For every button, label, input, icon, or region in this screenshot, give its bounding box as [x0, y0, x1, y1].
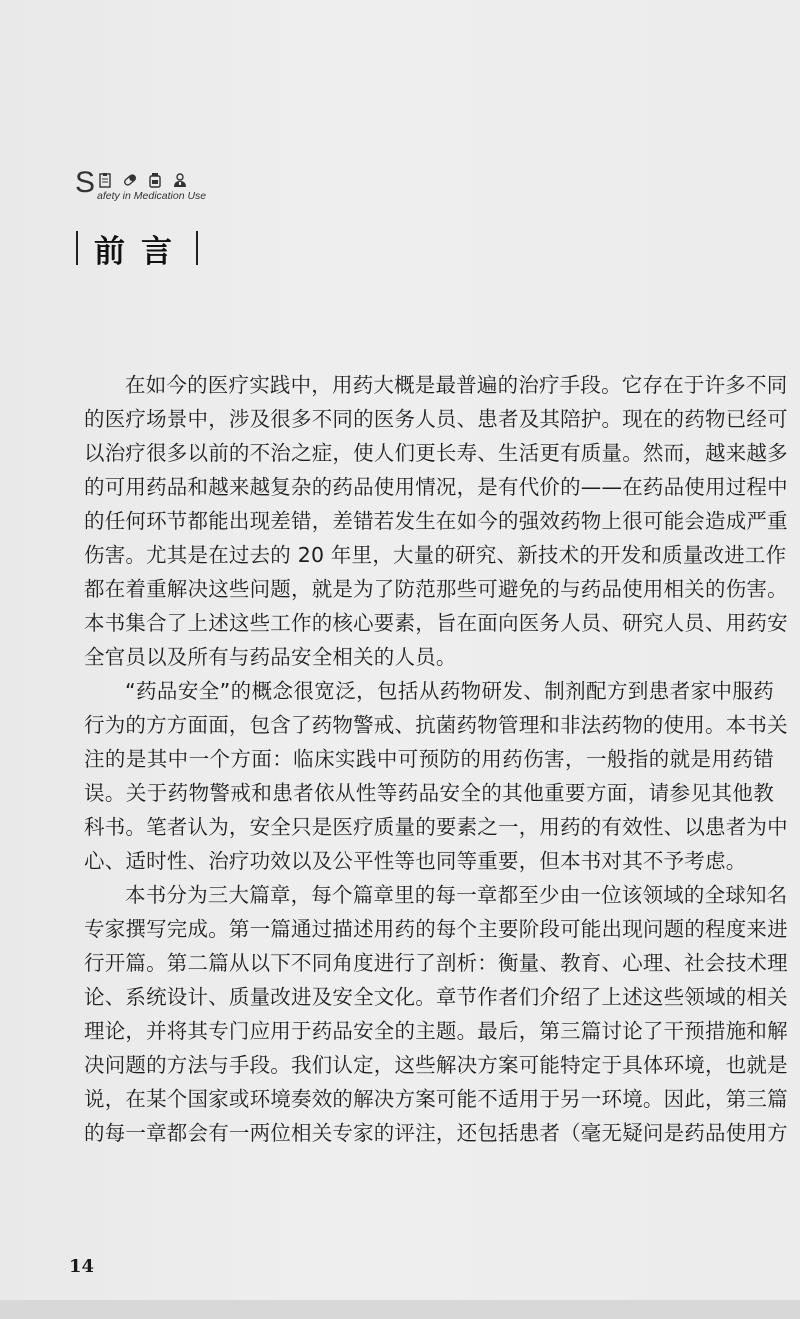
text-line: 误。关于药物警戒和患者依从性等药品安全的其他重要方面，请参见其他教	[84, 781, 774, 805]
text-line: 专家撰写完成。第一篇通过描述用药的每个主要阶段可能出现问题的程度来进	[84, 917, 788, 941]
text-line: 注的是其中一个方面：临床实践中可预防的用药伤害，一般指的就是用药错	[84, 747, 774, 771]
text-line: 以治疗很多以前的不治之症，使人们更长寿、生活更有质量。然而，越来越多	[84, 441, 788, 465]
clipboard-icon	[97, 172, 113, 188]
page-title: 前言	[94, 233, 188, 270]
medicine-bottle-icon	[147, 172, 163, 188]
text-line: 行为的方方面面，包含了药物警戒、抗菌药物管理和非法药物的使用。本书关	[84, 713, 788, 737]
text-line: 理论，并将其专门应用于药品安全的主题。最后，第三篇讨论了干预措施和解	[84, 1019, 788, 1043]
page-number: 14	[69, 1256, 95, 1277]
page-edge-shadow	[0, 1300, 800, 1319]
pill-icon	[122, 172, 138, 188]
heading-right-bar	[196, 231, 198, 265]
text-line: 的可用药品和越来越复杂的药品使用情况，是有代价的——在药品使用过程中	[84, 475, 788, 499]
text-line: “药品安全”的概念很宽泛，包括从药物研发、制剂配方到患者家中服药	[125, 679, 774, 703]
heading-left-bar	[76, 231, 78, 265]
text-line: 本书分为三大篇章，每个篇章里的每一章都至少由一位该领域的全球知名	[125, 883, 788, 907]
paragraph-2	[84, 674, 788, 878]
text-line: 的任何环节都能出现差错，差错若发生在如今的强效药物上很可能会造成严重	[84, 509, 788, 533]
brand-tagline: afety in Medication Use	[97, 190, 207, 202]
text-line: 本书集合了上述这些工作的核心要素，旨在面向医务人员、研究人员、用药安	[84, 611, 788, 635]
text-line: 的医疗场景中，涉及很多不同的医务人员、患者及其陪护。现在的药物已经可	[84, 407, 788, 431]
series-brand	[75, 168, 235, 208]
text-line: 论、系统设计、质量改进及安全文化。章节作者们介绍了上述这些领域的相关	[84, 985, 788, 1009]
body-text	[84, 368, 788, 1150]
text-line: 都在着重解决这些问题，就是为了防范那些可避免的与药品使用相关的伤害。	[84, 577, 788, 601]
paragraph-1	[84, 368, 788, 674]
chapter-heading	[76, 230, 198, 270]
text-line: 科书。笔者认为，安全只是医疗质量的要素之一，用药的有效性、以患者为中	[84, 815, 788, 839]
text-line: 说，在某个国家或环境奏效的解决方案可能不适用于另一环境。因此，第三篇	[84, 1087, 788, 1111]
text-line: 伤害。尤其是在过去的 20 年里，大量的研究、新技术的开发和质量改进工作	[84, 543, 787, 567]
text-line: 全官员以及所有与药品安全相关的人员。	[84, 645, 457, 669]
brand-icon-row	[97, 172, 188, 188]
doctor-icon	[172, 172, 188, 188]
text-line: 的每一章都会有一两位相关专家的评注，还包括患者（毫无疑问是药品使用方	[84, 1121, 788, 1145]
text-line: 决问题的方法与手段。我们认定，这些解决方案可能特定于具体环境，也就是	[84, 1053, 788, 1077]
text-line: 在如今的医疗实践中，用药大概是最普遍的治疗手段。它存在于许多不同	[125, 373, 788, 397]
text-line: 心、适时性、治疗功效以及公平性等也同等重要，但本书对其不予考虑。	[84, 849, 747, 873]
brand-letter: S	[75, 166, 96, 199]
paragraph-3	[84, 878, 788, 1150]
text-line: 行开篇。第二篇从以下不同角度进行了剖析：衡量、教育、心理、社会技术理	[84, 951, 788, 975]
